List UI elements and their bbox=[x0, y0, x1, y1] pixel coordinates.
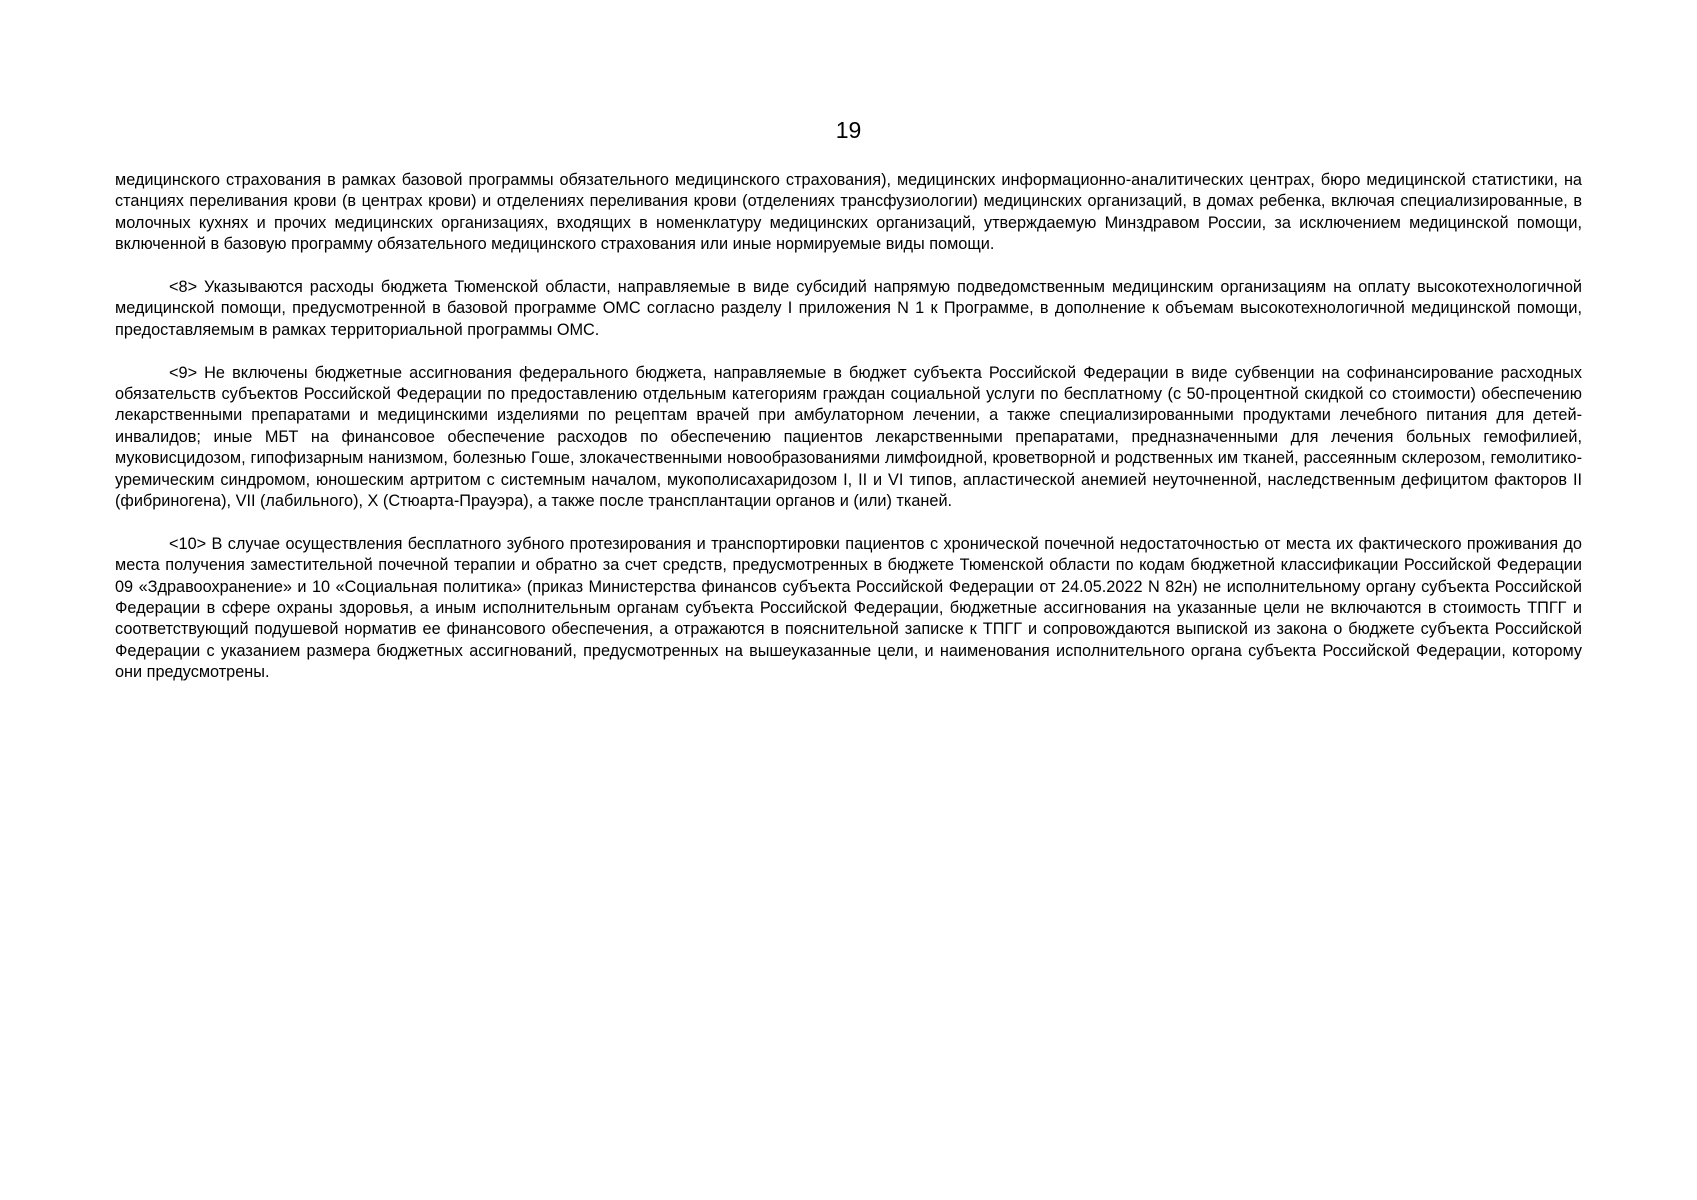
footnote-10-paragraph: <10> В случае осуществления бесплатного зубного протезирования и транспортировки пациентов с хронической почечной недостаточностью от места их фактического проживания до места получения заместительной почечной терапии и обратно за счет средств, предусмотренных в бюджете Тюменской области по кодам бюджетной классификации Российской Федерации 09 «Здравоохранение» и 10 «Социальная политика» (приказ Министерства финансов субъекта Российской Федерации от 24.05.2022 N 82н) не исполнительному органу субъекта Российской Федерации в сфере охраны здоровья, а иным исполнительным органам субъекта Российской Федерации, бюджетные ассигнования на указанные цели не включаются в стоимость ТПГГ и соответствующий подушевой норматив ее финансового обеспечения, а отражаются в пояснительной записке к ТПГГ и сопровождаются выпиской из закона о бюджете субъекта Российской Федерации с указанием размера бюджетных ассигнований, предусмотренных на вышеуказанные цели, и наименования исполнительного органа субъекта Российской Федерации, которому они предусмотрены. bbox=[115, 534, 1582, 682]
page-number: 19 bbox=[835, 117, 862, 143]
footnotes-body bbox=[115, 170, 1582, 684]
continuation-paragraph: медицинского страхования в рамках базовой программы обязательного медицинского страхования), медицинских информационно-аналитических центрах, бюро медицинской статистики, на станциях переливания крови (в центрах крови) и отделениях переливания крови (отделениях трансфузиологии) медицинских организаций, в домах ребенка, включая специализированные, в молочных кухнях и прочих медицинских организациях, входящих в номенклатуру медицинских организаций, утверждаемую Минздравом России, за исключением медицинской помощи, включенной в базовую программу обязательного медицинского страхования или иные нормируемые виды помощи. bbox=[115, 171, 1582, 254]
footnote-8-paragraph: <8> Указываются расходы бюджета Тюменской области, направляемые в виде субсидий напрямую подведомственным медицинским организациям на оплату высокотехнологичной медицинской помощи, предусмотренной в базовой программе ОМС согласно разделу I приложения N 1 к Программе, в дополнение к объемам высокотехнологичной медицинской помощи, предоставляемым в рамках территориальной программы ОМС. bbox=[115, 278, 1582, 339]
footnote-9-paragraph: <9> Не включены бюджетные ассигнования федерального бюджета, направляемые в бюджет субъекта Российской Федерации в виде субвенции на софинансирование расходных обязательств субъектов Российской Федерации по предоставлению отдельным категориям граждан социальной услуги по бесплатному (с 50-процентной скидкой со стоимости) обеспечению лекарственными препаратами и медицинскими изделиями по рецептам врачей при амбулаторном лечении, а также специализированными продуктами лечебного питания для детей-инвалидов; иные МБТ на финансовое обеспечение расходов по обеспечению пациентов лекарственными препаратами, предназначенными для лечения больных гемофилией, муковисцидозом, гипофизарным нанизмом, болезнью Гоше, злокачественными новообразованиями лимфоидной, кроветворной и родственных им тканей, рассеянным склерозом, гемолитико-уремическим синдромом, юношеским артритом с системным началом, мукополисахаридозом I, II и VI типов, апластической анемией неуточненной, наследственным дефицитом факторов II (фибриногена), VII (лабильного), X (Стюарта-Прауэра), а также после трансплантации органов и (или) тканей. bbox=[115, 363, 1582, 511]
